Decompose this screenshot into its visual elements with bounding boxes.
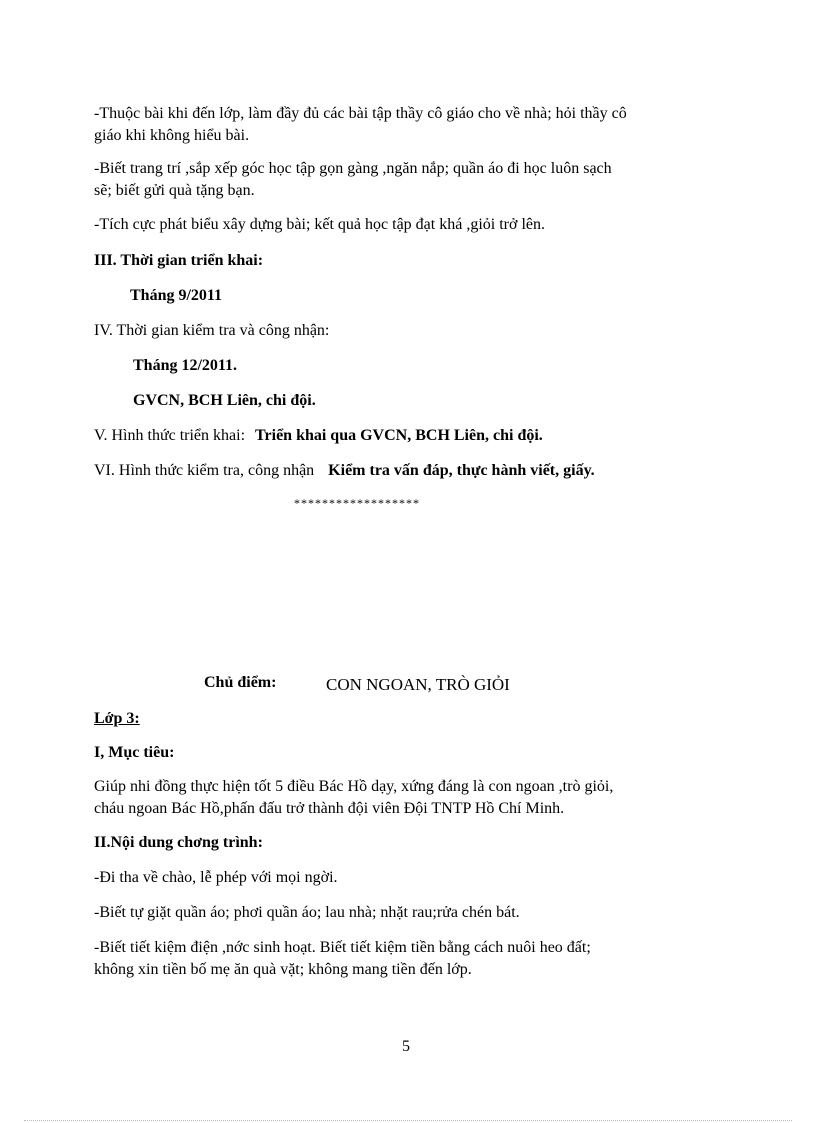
content-item: -Biết tự giặt quần áo; phơi quần áo; lau nhà; nhặt rau;rửa chén bát. xyxy=(94,904,520,921)
paragraph-line: -Biết trang trí ,sắp xếp góc học tập gọn gàng ,ngăn nắp; quần áo đi học luôn sạch xyxy=(94,160,612,177)
section-heading-3: III. Thời gian triển khai: xyxy=(94,252,264,269)
section-4-value-1: Tháng 12/2011. xyxy=(133,357,238,374)
content-item: -Biết tiết kiệm điện ,nớc sinh hoạt. Biết tiết kiệm tiền bằng cách nuôi heo đất; xyxy=(94,939,591,956)
goal-line: Giúp nhi đồng thực hiện tốt 5 điều Bác Hồ dạy, xứng đáng là con ngoan ,trò giỏi, xyxy=(94,778,614,795)
separator: ****************** xyxy=(294,496,420,510)
section-5-label: V. Hình thức triển khai: xyxy=(94,427,246,444)
theme-title: CON NGOAN, TRÒ GIỎI xyxy=(326,675,510,694)
section-6-value: Kiểm tra vấn đáp, thực hành viết, giấy. xyxy=(328,462,595,479)
page-bottom-rule xyxy=(24,1120,792,1121)
goal-heading: I, Mục tiêu: xyxy=(94,744,175,761)
class-label: Lớp 3: xyxy=(94,710,140,727)
section-6 xyxy=(94,460,595,482)
section-heading-4: IV. Thời gian kiểm tra và công nhận: xyxy=(94,322,330,339)
paragraph-line: -Tích cực phát biểu xây dựng bài; kết quả học tập đạt khá ,giỏi trở lên. xyxy=(94,216,545,233)
page-number: 5 xyxy=(402,1038,410,1055)
paragraph-line: sẽ; biết gửi quà tặng bạn. xyxy=(94,182,255,199)
goal-line: cháu ngoan Bác Hồ,phấn đấu trở thành đội viên Đội TNTP Hồ Chí Minh. xyxy=(94,800,565,817)
theme-label: Chủ điểm: xyxy=(204,674,277,691)
section-3-value: Tháng 9/2011 xyxy=(130,287,223,304)
section-4-value-2: GVCN, BCH Liên, chi đội. xyxy=(133,392,316,409)
section-6-label: VI. Hình thức kiểm tra, công nhận xyxy=(94,462,315,479)
section-5 xyxy=(94,425,543,447)
paragraph-line: -Thuộc bài khi đến lớp, làm đầy đủ các bài tập thầy cô giáo cho về nhà; hỏi thầy cô xyxy=(94,105,627,122)
content-item: -Đi tha về chào, lễ phép với mọi ngời. xyxy=(94,869,338,886)
section-5-value: Triển khai qua GVCN, BCH Liên, chi đội. xyxy=(255,427,543,444)
content-item: không xin tiền bố mẹ ăn quà vặt; không mang tiền đến lớp. xyxy=(94,961,472,978)
paragraph-line: giáo khi không hiểu bài. xyxy=(94,127,250,144)
content-heading: II.Nội dung chơng trình: xyxy=(94,834,263,851)
